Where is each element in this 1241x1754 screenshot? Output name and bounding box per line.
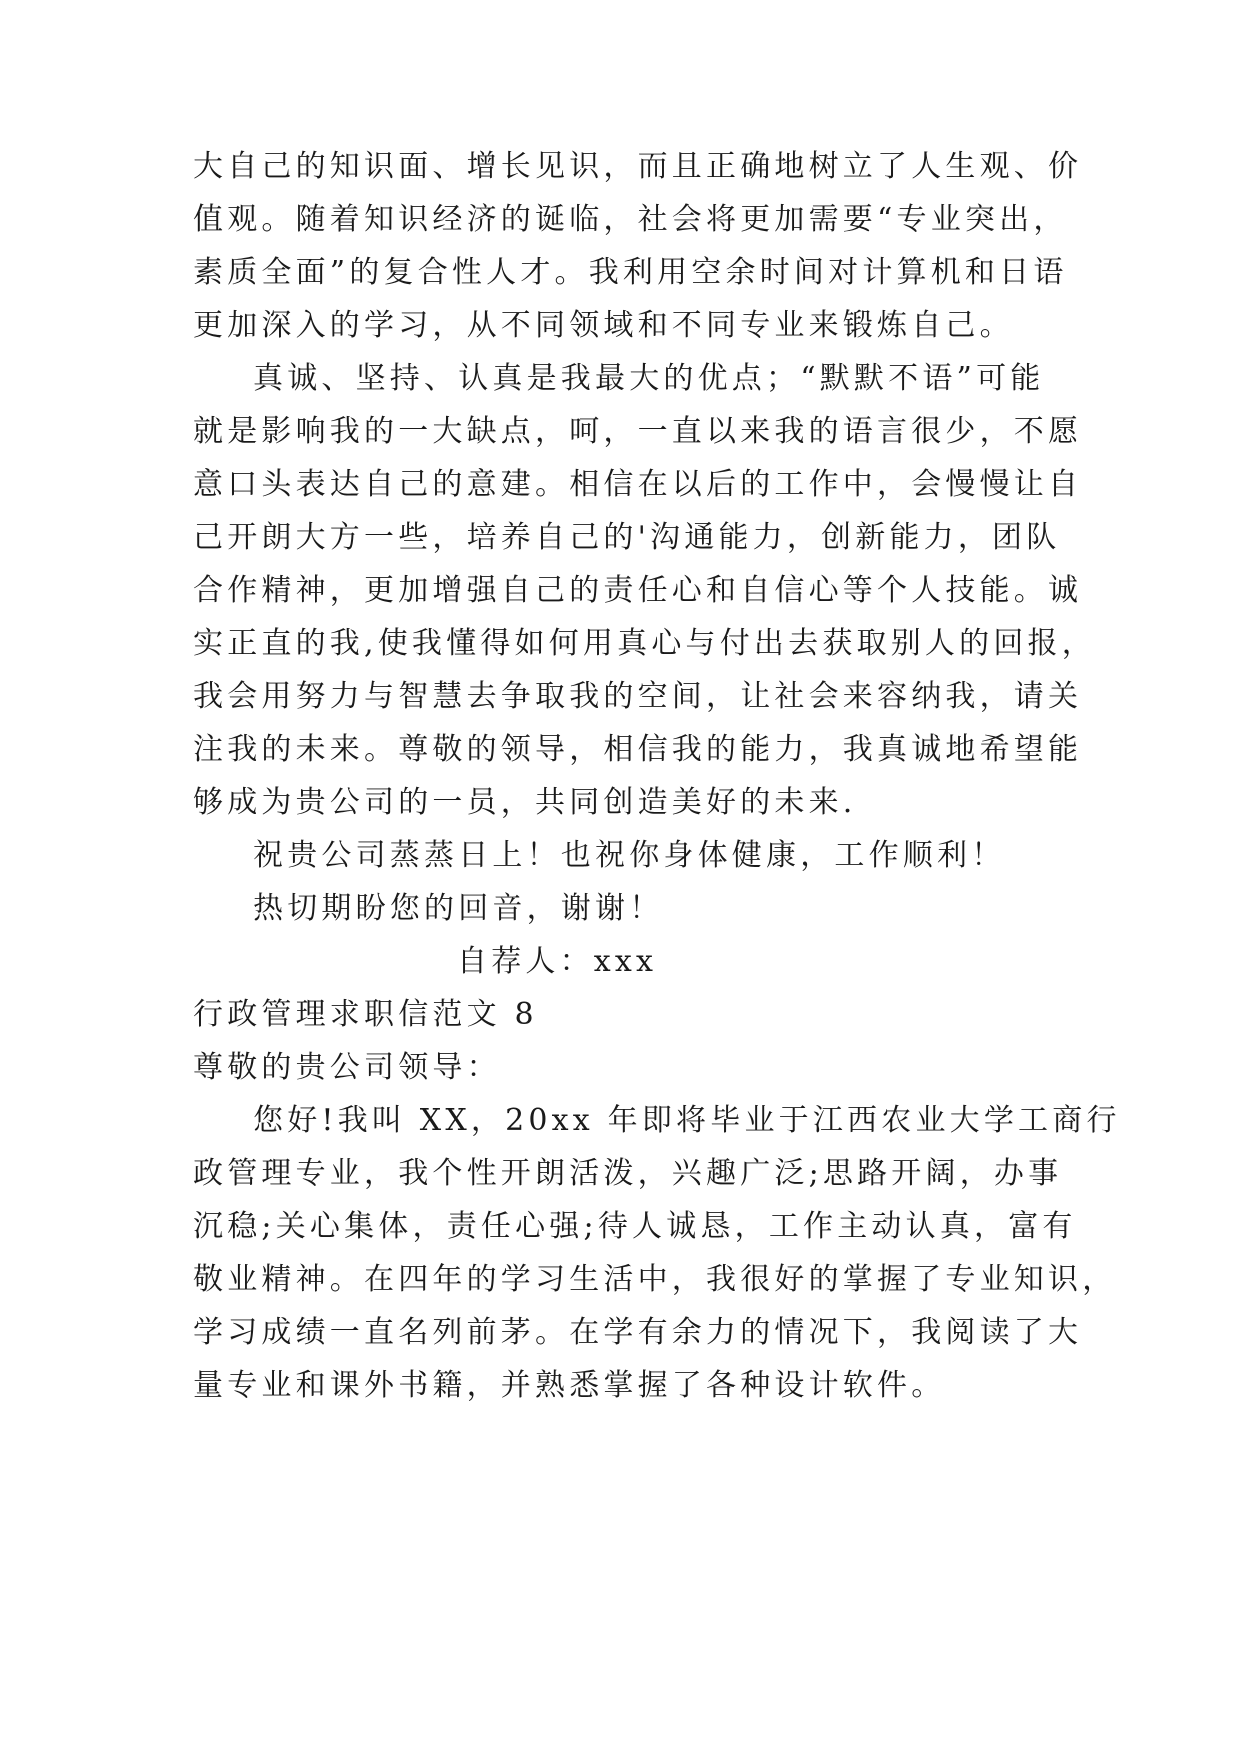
- salutation-line: 尊敬的贵公司领导：: [193, 1050, 501, 1085]
- body-text-line: 您好!我叫 XX，20xx 年即将毕业于江西农业大学工商行: [253, 1103, 1121, 1138]
- body-text-line: 沉稳;关心集体，责任心强;待人诚恳，工作主动认真，富有: [193, 1209, 1077, 1244]
- body-text-line: 就是影响我的一大缺点，呵，一直以来我的语言很少，不愿: [193, 414, 1083, 449]
- body-text-line: 量专业和课外书籍，并熟悉掌握了各种设计软件。: [193, 1368, 946, 1403]
- body-text-line: 更加深入的学习，从不同领域和不同专业来锻炼自己。: [193, 308, 1014, 343]
- body-text-line: 真诚、坚持、认真是我最大的优点；“默默不语”可能: [253, 361, 1045, 396]
- body-text-line: 学习成绩一直名列前茅。在学有余力的情况下，我阅读了大: [193, 1315, 1083, 1350]
- body-text-line: 己开朗大方一些，培养自己的'沟通能力，创新能力，团队: [193, 520, 1061, 555]
- body-text-line: 敬业精神。在四年的学习生活中，我很好的掌握了专业知识，: [193, 1262, 1117, 1297]
- section-heading: 行政管理求职信范文 8: [193, 997, 538, 1032]
- body-text-line: 注我的未来。尊敬的领导，相信我的能力，我真诚地希望能: [193, 732, 1083, 767]
- closing-wish-line: 祝贵公司蒸蒸日上！也祝你身体健康，工作顺利！: [253, 838, 1006, 873]
- signature-line: 自荐人：xxx: [457, 944, 658, 979]
- body-text-line: 政管理专业，我个性开朗活泼，兴趣广泛;思路开阔，办事: [193, 1156, 1063, 1191]
- body-text-line: 实正直的我,使我懂得如何用真心与付出去获取别人的回报，: [193, 626, 1096, 661]
- body-text-line: 素质全面”的复合性人才。我利用空余时间对计算机和日语: [193, 255, 1068, 290]
- body-text-line: 我会用努力与智慧去争取我的空间，让社会来容纳我，请关: [193, 679, 1083, 714]
- body-text-line: 合作精神，更加增强自己的责任心和自信心等个人技能。诚: [193, 573, 1083, 608]
- body-text-line: 大自己的知识面、增长见识，而且正确地树立了人生观、价: [193, 149, 1083, 184]
- body-text-line: 值观。随着知识经济的诞临，社会将更加需要“专业突出，: [193, 202, 1068, 237]
- body-text-line: 意口头表达自己的意建。相信在以后的工作中，会慢慢让自: [193, 467, 1083, 502]
- body-text-line: 够成为贵公司的一员，共同创造美好的未来.: [193, 785, 857, 820]
- closing-thanks-line: 热切期盼您的回音，谢谢！: [253, 891, 664, 926]
